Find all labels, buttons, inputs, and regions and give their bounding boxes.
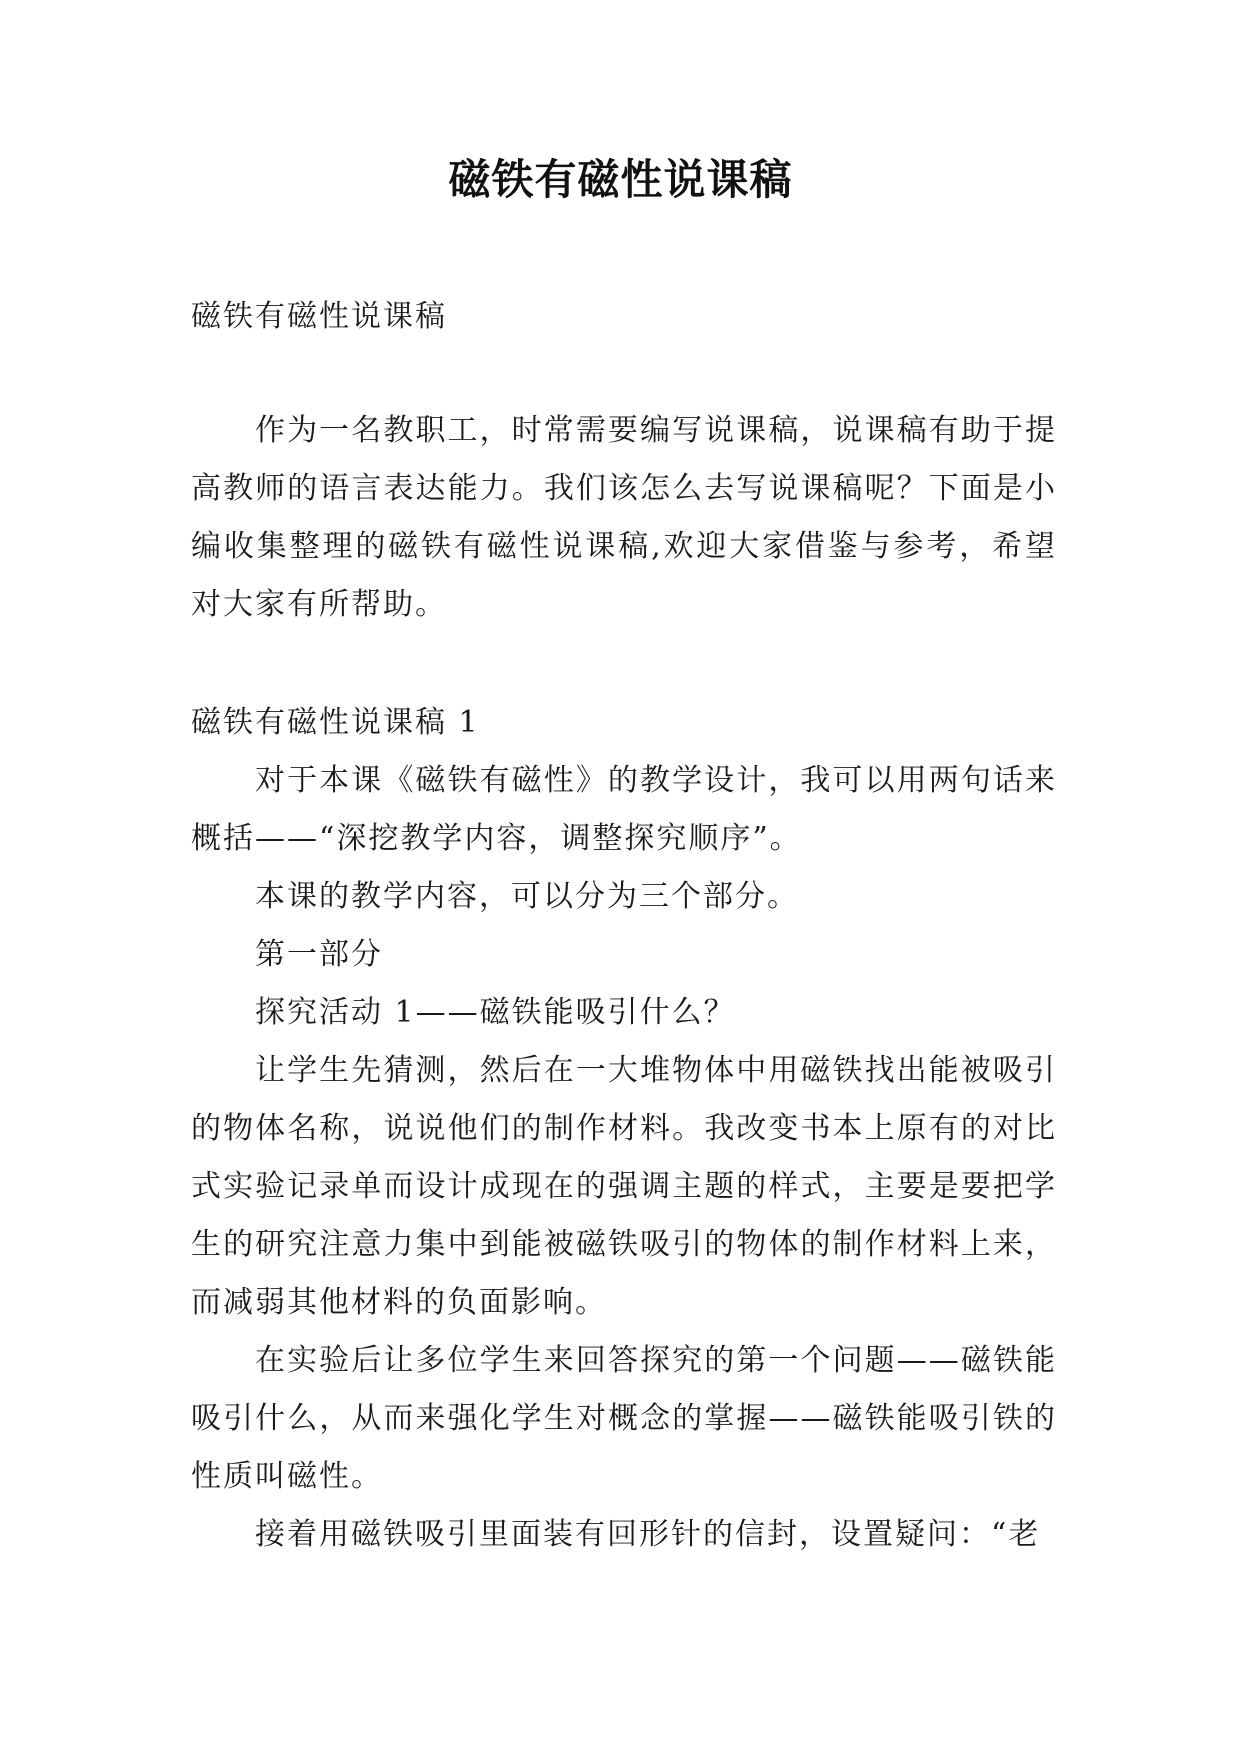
document-title: 磁铁有磁性说课稿 [448, 155, 793, 204]
section-heading: 磁铁有磁性说课稿 1 [191, 705, 480, 740]
body-paragraph: 在实验后让多位学生来回答探究的第一个问题——磁铁能吸引什么，从而来强化学生对概念的掌握——磁铁能吸引铁的性质叫磁性。 [191, 1343, 1057, 1494]
document-body [191, 288, 1057, 1564]
intro-paragraph: 作为一名教职工，时常需要编写说课稿，说课稿有助于提高教师的语言表达能力。我们该怎么去写说课稿呢？下面是小编收集整理的磁铁有磁性说课稿,欢迎大家借鉴与参考，希望对大家有所帮助。 [191, 413, 1057, 622]
body-paragraph: 探究活动 1——磁铁能吸引什么？ [255, 995, 736, 1030]
body-paragraph: 让学生先猜测，然后在一大堆物体中用磁铁找出能被吸引的物体名称，说说他们的制作材料。我改变书本上原有的对比式实验记录单而设计成现在的强调主题的样式，主要是要把学生的研究注意力集中到能被磁铁吸引的物体的制作材料上来，而减弱其他材料的负面影响。 [191, 1053, 1057, 1320]
body-paragraph: 本课的教学内容，可以分为三个部分。 [255, 879, 799, 914]
subtitle-paragraph: 磁铁有磁性说课稿 [191, 299, 447, 334]
body-paragraph: 第一部分 [255, 937, 383, 972]
body-paragraph: 对于本课《磁铁有磁性》的教学设计，我可以用两句话来概括——“深挖教学内容，调整探究顺序”。 [191, 763, 1057, 856]
body-paragraph: 接着用磁铁吸引里面装有回形针的信封，设置疑问：“老 [255, 1517, 1041, 1552]
